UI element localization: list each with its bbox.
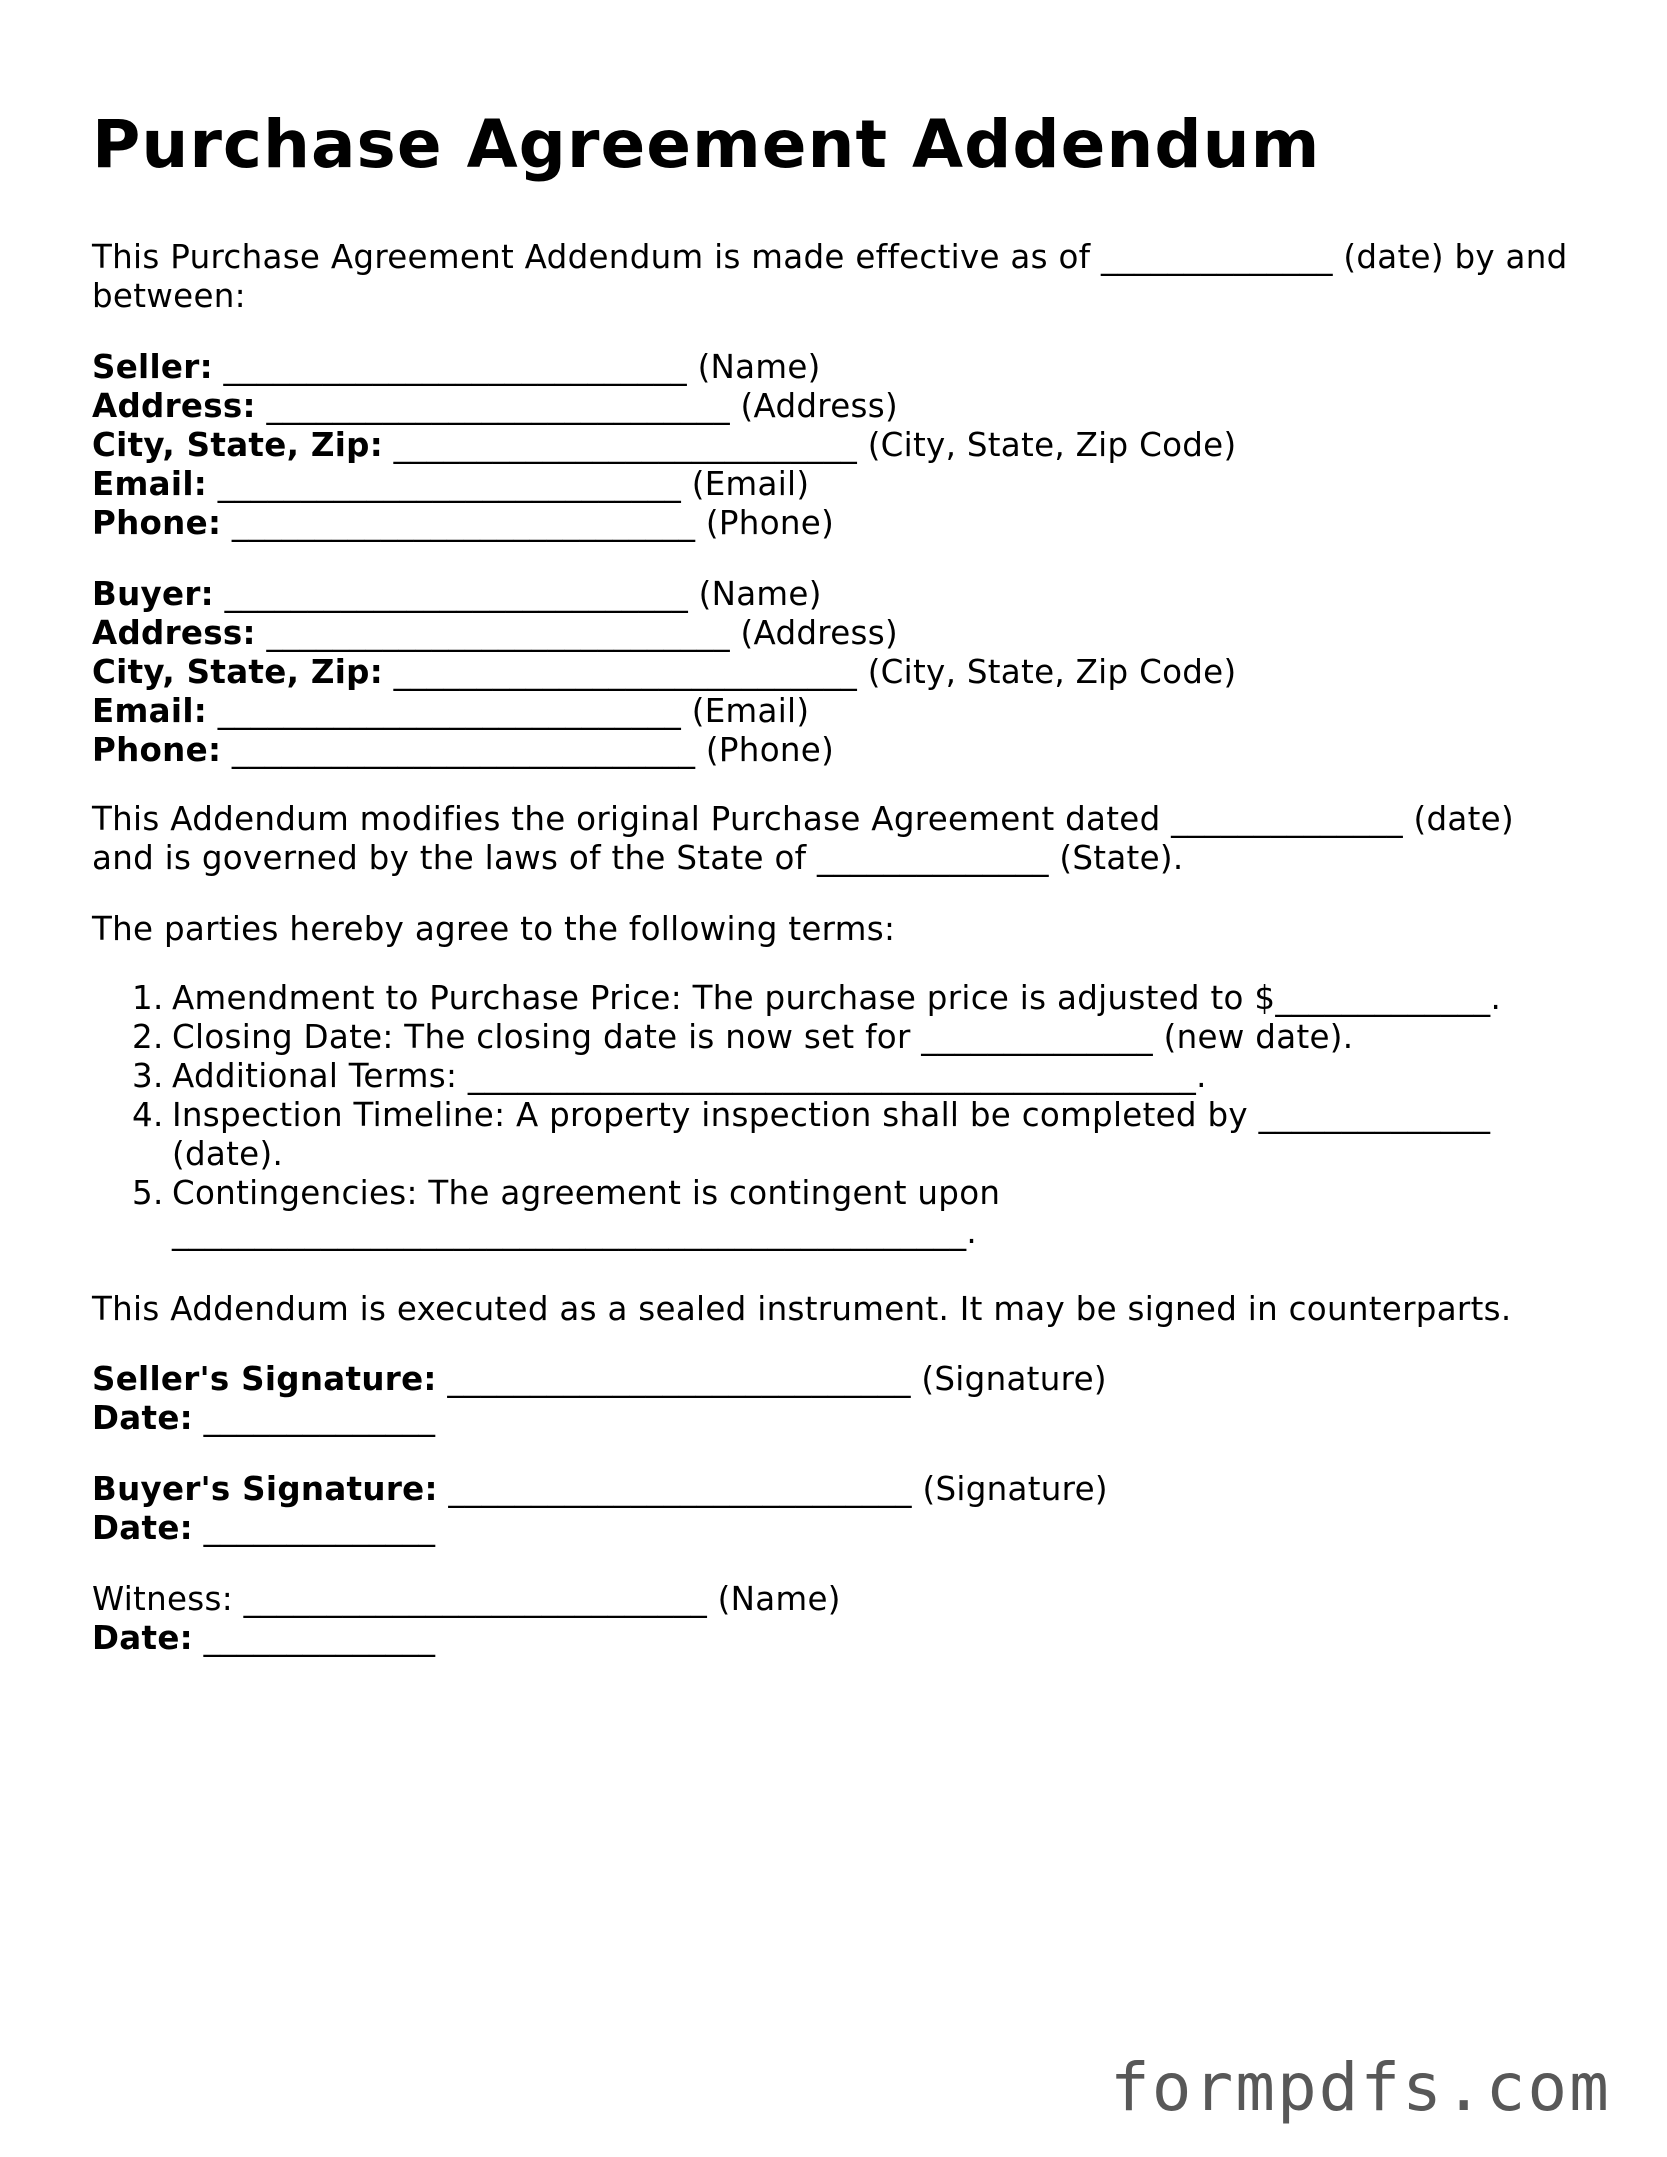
witness-date-row: [92, 1619, 841, 1658]
intro-paragraph: [92, 238, 1592, 316]
seller-phone-label: Phone:: [92, 504, 222, 542]
seller-name-row: [92, 348, 1236, 387]
buyer-address-row: [92, 614, 1236, 653]
watermark-logo: formpdfs.com: [1110, 2049, 1611, 2126]
modifies-line-2: and is governed by the laws of the State of ______________ (State).: [92, 839, 1184, 877]
buyer-address-field[interactable]: ____________________________ (Address): [255, 614, 898, 652]
buyer-city-label: City, State, Zip:: [92, 653, 384, 691]
seller-address-row: [92, 387, 1236, 426]
seller-city-field[interactable]: ____________________________ (City, State, Zip Code): [383, 426, 1237, 464]
seller-date-label: Date:: [92, 1399, 193, 1437]
term-number: 5.: [132, 1174, 164, 1212]
buyer-details: [92, 575, 1236, 770]
buyer-city-field[interactable]: ____________________________ (City, State, Zip Code): [383, 653, 1237, 691]
witness-date-label: Date:: [92, 1619, 193, 1657]
term-number: 3.: [132, 1057, 164, 1095]
buyer-email-row: [92, 692, 1236, 731]
seller-phone-field[interactable]: ____________________________ (Phone): [221, 504, 835, 542]
page-title: Purchase Agreement Addendum: [92, 106, 1321, 183]
terms-intro: The parties hereby agree to the following terms:: [92, 910, 896, 948]
list-item: [92, 1057, 1501, 1096]
witness-row: [92, 1580, 841, 1619]
list-item: [92, 1018, 1501, 1057]
seller-details: [92, 348, 1236, 543]
buyer-phone-field[interactable]: ____________________________ (Phone): [221, 731, 835, 769]
sealed-statement: This Addendum is executed as a sealed instrument. It may be signed in counterparts.: [92, 1290, 1512, 1328]
list-item: [92, 1174, 1501, 1252]
intro-line-1: This Purchase Agreement Addendum is made effective as of ______________ (date) by and: [92, 238, 1568, 276]
term-text: Inspection Timeline: A property inspection shall be completed by ______________: [172, 1096, 1491, 1134]
buyer-name-label: Buyer:: [92, 575, 214, 613]
buyer-name-row: [92, 575, 1236, 614]
seller-address-label: Address:: [92, 387, 256, 425]
list-item: [92, 1096, 1501, 1174]
buyer-signature-field[interactable]: ____________________________ (Signature): [437, 1470, 1108, 1508]
terms-list: [92, 979, 1501, 1252]
buyer-email-field[interactable]: ____________________________ (Email): [207, 692, 810, 730]
term-text-continued: ________________________________________________.: [172, 1213, 978, 1251]
buyer-address-label: Address:: [92, 614, 256, 652]
buyer-name-field[interactable]: ____________________________ (Name): [213, 575, 822, 613]
seller-name-label: Seller:: [92, 348, 213, 386]
seller-signature-field[interactable]: ____________________________ (Signature): [436, 1360, 1107, 1398]
seller-address-field[interactable]: ____________________________ (Address): [255, 387, 898, 425]
seller-signature-label: Seller's Signature:: [92, 1360, 437, 1398]
buyer-date-field[interactable]: ______________: [192, 1509, 436, 1547]
seller-signature-block: [92, 1360, 1107, 1438]
buyer-city-row: [92, 653, 1236, 692]
seller-city-label: City, State, Zip:: [92, 426, 384, 464]
term-text-continued: (date).: [172, 1135, 284, 1173]
seller-email-field[interactable]: ____________________________ (Email): [207, 465, 810, 503]
seller-date-row: [92, 1399, 1107, 1438]
buyer-phone-label: Phone:: [92, 731, 222, 769]
term-text: Closing Date: The closing date is now set for ______________ (new date).: [172, 1018, 1354, 1056]
intro-line-2: between:: [92, 277, 246, 315]
buyer-signature-block: [92, 1470, 1108, 1548]
modifies-paragraph: [92, 800, 1592, 878]
term-text: Additional Terms: ____________________________________________.: [172, 1057, 1207, 1095]
buyer-email-label: Email:: [92, 692, 208, 730]
seller-phone-row: [92, 504, 1236, 543]
seller-date-field[interactable]: ______________: [192, 1399, 436, 1437]
witness-date-field[interactable]: ______________: [192, 1619, 436, 1657]
witness-block: [92, 1580, 841, 1658]
seller-city-row: [92, 426, 1236, 465]
modifies-line-1: This Addendum modifies the original Purchase Agreement dated ______________ (date): [92, 800, 1514, 838]
seller-email-row: [92, 465, 1236, 504]
term-text: Amendment to Purchase Price: The purchase price is adjusted to $_____________.: [172, 979, 1502, 1017]
term-number: 1.: [132, 979, 164, 1017]
buyer-signature-label: Buyer's Signature:: [92, 1470, 438, 1508]
buyer-signature-row: [92, 1470, 1108, 1509]
list-item: [92, 979, 1501, 1018]
seller-signature-row: [92, 1360, 1107, 1399]
witness-label: Witness:: [92, 1580, 234, 1618]
term-number: 2.: [132, 1018, 164, 1056]
term-text: Contingencies: The agreement is contingent upon: [172, 1174, 1001, 1212]
seller-name-field[interactable]: ____________________________ (Name): [212, 348, 821, 386]
term-number: 4.: [132, 1096, 164, 1134]
buyer-date-row: [92, 1509, 1108, 1548]
seller-email-label: Email:: [92, 465, 208, 503]
buyer-date-label: Date:: [92, 1509, 193, 1547]
buyer-phone-row: [92, 731, 1236, 770]
witness-field[interactable]: ____________________________ (Name): [233, 1580, 841, 1618]
